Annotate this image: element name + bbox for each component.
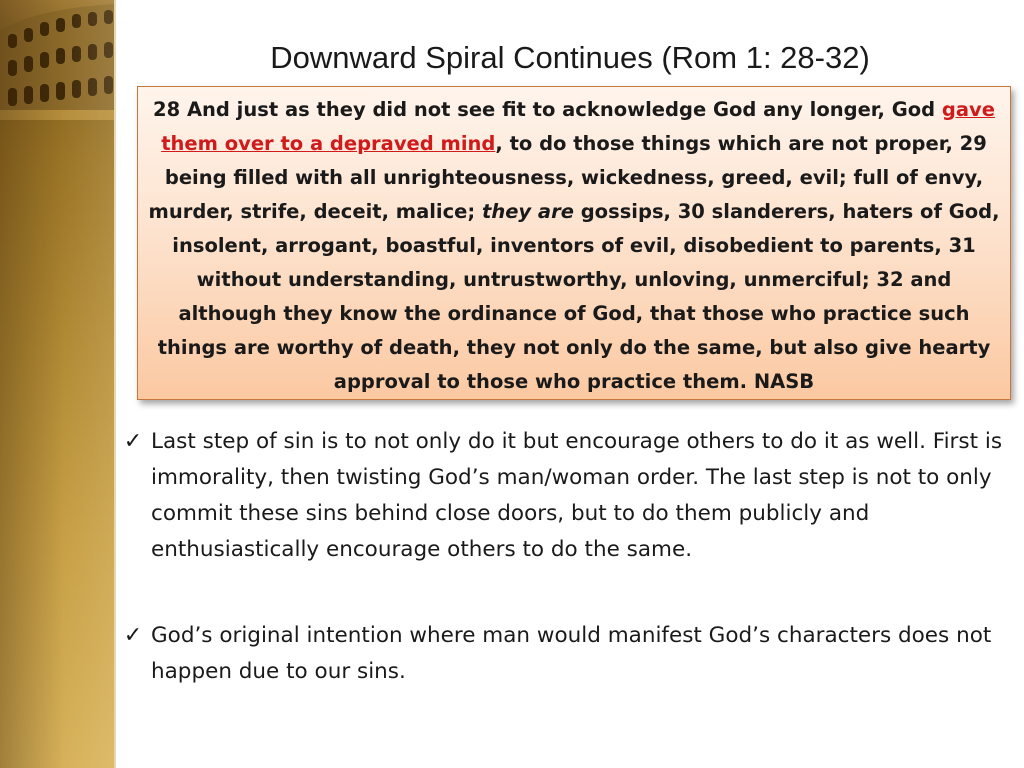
slide-title: Downward Spiral Continues (Rom 1: 28-32): [270, 40, 870, 75]
scripture-text-part-1: 28 And just as they did not see fit to acknowledge God any longer, God: [153, 98, 942, 121]
scripture-highlight: gave them over to a depraved mind: [161, 98, 995, 155]
checkmark-icon: ✓: [123, 429, 143, 454]
scripture-box: [137, 86, 1011, 400]
scripture-text-part-3: gossips, 30 slanderers, haters of God, insolent, arrogant, boastful, inventors of evil, disobedient to parents, 31 without understanding, untrustworthy, unloving, unmerciful; 32 and although they know the ordinance of God, that those who practice such things are worthy of death, they not only do the same, but also give hearty approval to those who practice them. NASB: [157, 200, 1000, 393]
checkmark-icon: ✓: [123, 623, 143, 648]
bullet-text: Last step of sin is to not only do it but encourage others to do it as well. First is immorality, then twisting God’s man/woman order. The last step is not to only commit these sins behind close doors, but to do them publicly and enthusiastically encourage others to do the same.: [151, 429, 1003, 562]
scripture-text-part-2: , to do those things which are not proper, 29 being filled with all unrighteousness, wickedness, greed, evil; full of envy, murder, strife, deceit, malice;: [148, 132, 987, 223]
bullet-list: [120, 424, 1020, 690]
bullet-item: [120, 424, 1020, 568]
sidebar-shade: [0, 0, 116, 768]
bullet-text: God’s original intention where man would manifest God’s characters does not happen due to our sins.: [151, 623, 992, 684]
scripture-italic: they are: [482, 200, 574, 223]
bullet-item: [120, 618, 1020, 690]
decorative-sidebar: [0, 0, 116, 768]
